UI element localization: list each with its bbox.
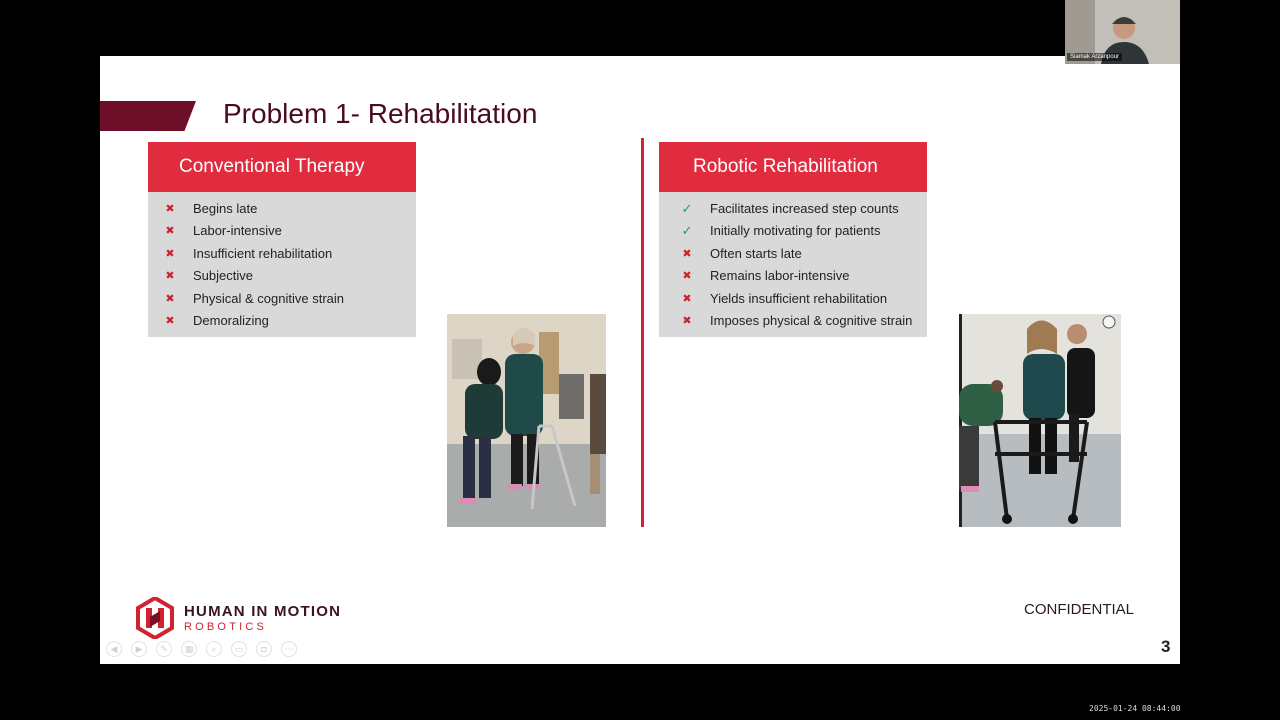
- list-item: ✖ Imposes physical & cognitive strain: [679, 310, 927, 332]
- robotic-rehabilitation-photo: [959, 314, 1121, 527]
- list-item: ✖ Remains labor-intensive: [679, 265, 927, 287]
- camera-icon[interactable]: ◘: [256, 641, 272, 657]
- company-logo: [136, 597, 341, 639]
- slide-controls: [106, 641, 297, 657]
- list-item: ✖ Subjective: [162, 265, 416, 287]
- x-mark-icon: ✖: [682, 270, 692, 283]
- conventional-therapy-heading: Conventional Therapy: [148, 142, 416, 192]
- confidential-label: CONFIDENTIAL: [1024, 601, 1135, 618]
- subtitles-icon[interactable]: ▭: [231, 641, 247, 657]
- checkmark-icon: ✓: [681, 201, 693, 216]
- title-accent-bar: [100, 101, 196, 131]
- slides-grid-icon[interactable]: ▦: [181, 641, 197, 657]
- checkmark-icon: ✓: [681, 223, 693, 239]
- x-mark-icon: ✖: [165, 225, 175, 238]
- conventional-therapy-photo: [447, 314, 606, 527]
- x-mark-icon: ✖: [165, 203, 175, 215]
- previous-icon[interactable]: ◀: [106, 641, 122, 657]
- x-mark-icon: ✖: [165, 270, 175, 283]
- x-mark-icon: ✖: [165, 292, 175, 305]
- list-item: ✖ Insufficient rehabilitation: [162, 243, 416, 265]
- list-item: ✓ Initially motivating for patients: [679, 220, 927, 242]
- webcam-thumbnail[interactable]: [1065, 0, 1180, 64]
- list-item: ✖ Begins late: [162, 198, 416, 220]
- logo-text-main: HUMAN IN MOTION: [184, 603, 342, 620]
- participant-name: Siamak Arzanpour: [1067, 53, 1122, 61]
- logo-mark-icon: [136, 597, 174, 639]
- x-mark-icon: ✖: [165, 247, 175, 260]
- list-item: ✖ Yields insufficient rehabilitation: [679, 288, 927, 310]
- section-divider: [641, 138, 644, 527]
- x-mark-icon: ✖: [682, 247, 692, 260]
- list-item: ✖ Often starts late: [679, 243, 927, 265]
- pen-icon[interactable]: ✎: [156, 641, 172, 657]
- more-options-icon[interactable]: ⋯: [281, 641, 297, 657]
- slide-title: Problem 1- Rehabilitation: [223, 98, 538, 129]
- list-item: ✖ Labor-intensive: [162, 220, 416, 242]
- x-mark-icon: ✖: [165, 314, 175, 327]
- list-item: ✖ Demoralizing: [162, 310, 416, 332]
- robotic-rehabilitation-heading: Robotic Rehabilitation: [659, 142, 927, 192]
- list-item: ✓ Facilitates increased step counts: [679, 198, 927, 220]
- logo-text-sub: ROBOTICS: [184, 621, 268, 633]
- x-mark-icon: ✖: [682, 292, 692, 305]
- robotic-rehabilitation-list: [659, 192, 927, 337]
- conventional-therapy-list: [148, 192, 416, 337]
- x-mark-icon: ✖: [682, 314, 692, 327]
- presentation-slide: [100, 56, 1180, 664]
- next-icon[interactable]: ▶: [131, 641, 147, 657]
- recording-timestamp: 2025-01-24 08:44:00: [1089, 704, 1181, 713]
- page-number: 3: [1161, 637, 1171, 656]
- zoom-icon[interactable]: ⌕: [206, 641, 222, 657]
- list-item: ✖ Physical & cognitive strain: [162, 288, 416, 310]
